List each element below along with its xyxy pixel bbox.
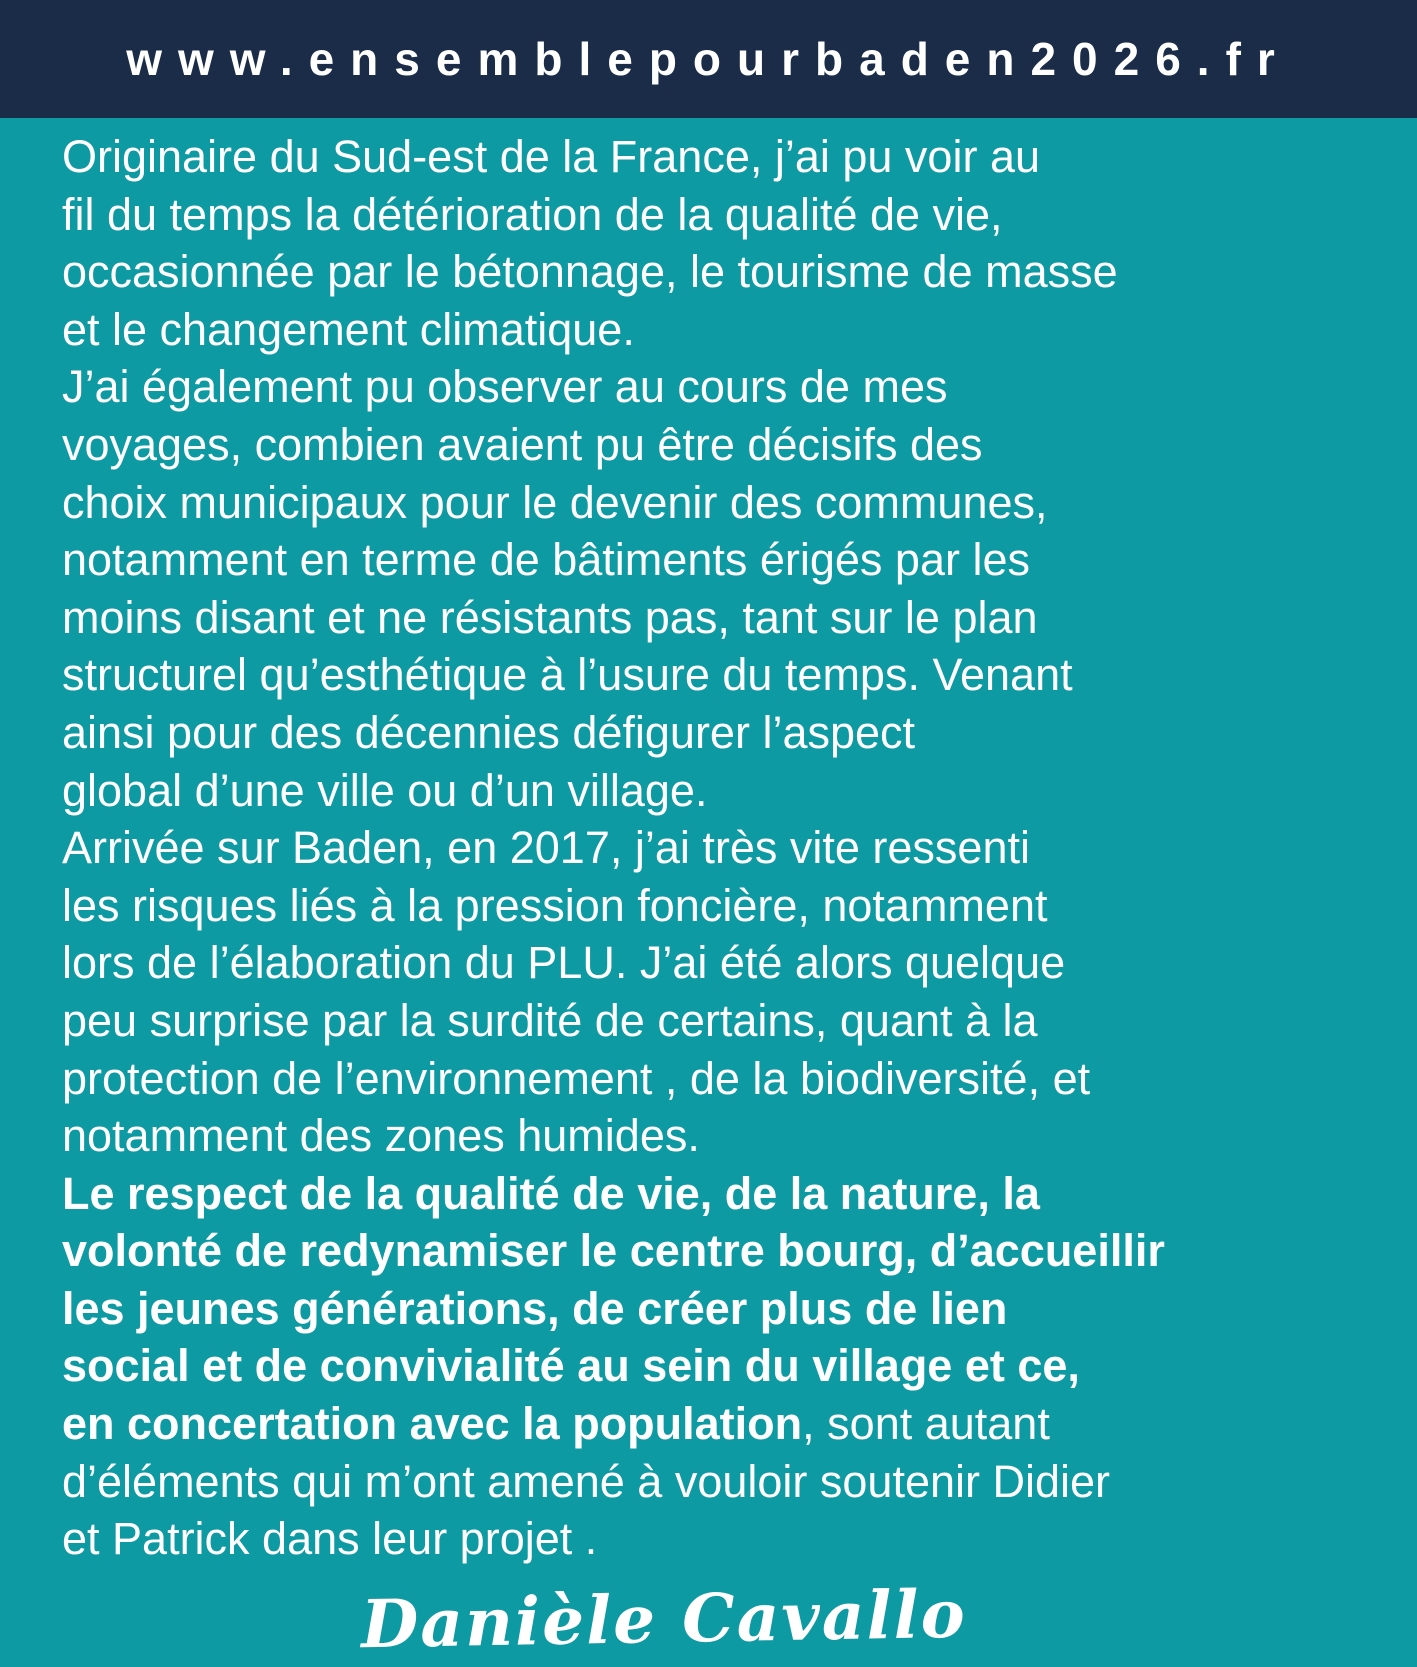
text-segment: global d’une ville ou d’un village.	[62, 764, 708, 816]
text-segment: et le changement climatique.	[62, 303, 635, 355]
text-segment: , sont autant	[802, 1398, 1050, 1450]
text-segment: choix municipaux pour le devenir des communes,	[62, 476, 1048, 528]
signature-name: Danièle Cavallo	[360, 1574, 967, 1664]
text-segment: notamment des zones humides.	[62, 1110, 700, 1162]
text-line	[62, 819, 1377, 877]
body-text	[0, 118, 1417, 1568]
text-line	[62, 1280, 1377, 1338]
text-segment: notamment en terme de bâtiments érigés par les	[62, 534, 1030, 586]
text-line	[62, 1222, 1377, 1280]
text-segment: J’ai également pu observer au cours de mes	[62, 361, 948, 413]
text-line	[62, 474, 1377, 532]
text-segment: ainsi pour des décennies défigurer l’aspect	[62, 706, 916, 758]
text-line	[62, 1453, 1377, 1511]
text-line	[62, 531, 1377, 589]
text-line	[62, 1050, 1377, 1108]
text-line	[62, 704, 1377, 762]
text-segment: moins disant et ne résistants pas, tant sur le plan	[62, 591, 1038, 643]
text-line	[62, 243, 1377, 301]
text-segment: d’éléments qui m’ont amené à vouloir soutenir Didier	[62, 1455, 1111, 1507]
text-line	[62, 877, 1377, 935]
text-line	[62, 1165, 1377, 1223]
text-line	[62, 1395, 1377, 1453]
text-segment: voyages, combien avaient pu être décisifs des	[62, 418, 983, 470]
text-segment: fil du temps la détérioration de la qualité de vie,	[62, 188, 1003, 240]
text-line	[62, 1337, 1377, 1395]
text-segment: volonté de redynamiser le centre bourg, d’accueillir	[62, 1225, 1165, 1277]
text-line	[62, 128, 1377, 186]
text-line	[62, 416, 1377, 474]
text-line	[62, 301, 1377, 359]
signature-row	[0, 1574, 1417, 1664]
text-line	[62, 1107, 1377, 1165]
header-bar	[0, 0, 1417, 118]
text-line	[62, 762, 1377, 820]
text-segment: protection de l’environnement , de la biodiversité, et	[62, 1052, 1091, 1104]
text-segment: lors de l’élaboration du PLU. J’ai été alors quelque	[62, 937, 1066, 989]
text-segment: social et de convivialité au sein du village et ce,	[62, 1340, 1080, 1392]
text-line	[62, 1510, 1377, 1568]
text-segment: les jeunes générations, de créer plus de lien	[62, 1282, 1008, 1334]
text-line	[62, 992, 1377, 1050]
text-segment: Le respect de la qualité de vie, de la nature, la	[62, 1167, 1040, 1219]
text-segment: structurel qu’esthétique à l’usure du temps. Venant	[62, 649, 1073, 701]
text-segment: les risques liés à la pression foncière, notamment	[62, 879, 1048, 931]
text-segment: et Patrick dans leur projet .	[62, 1513, 598, 1565]
text-segment: en concertation avec la population	[62, 1398, 803, 1450]
text-segment: peu surprise par la surdité de certains, quant à la	[62, 994, 1038, 1046]
text-line	[62, 358, 1377, 416]
text-segment: Arrivée sur Baden, en 2017, j’ai très vite ressenti	[62, 822, 1030, 874]
text-line	[62, 646, 1377, 704]
text-segment: Originaire du Sud-est de la France, j’ai pu voir au	[62, 131, 1041, 182]
website-url: www.ensemblepourbaden2026.fr	[126, 33, 1291, 85]
text-segment: occasionnée par le bétonnage, le tourisme de masse	[62, 246, 1118, 298]
text-line	[62, 934, 1377, 992]
text-line	[62, 186, 1377, 244]
text-line	[62, 589, 1377, 647]
